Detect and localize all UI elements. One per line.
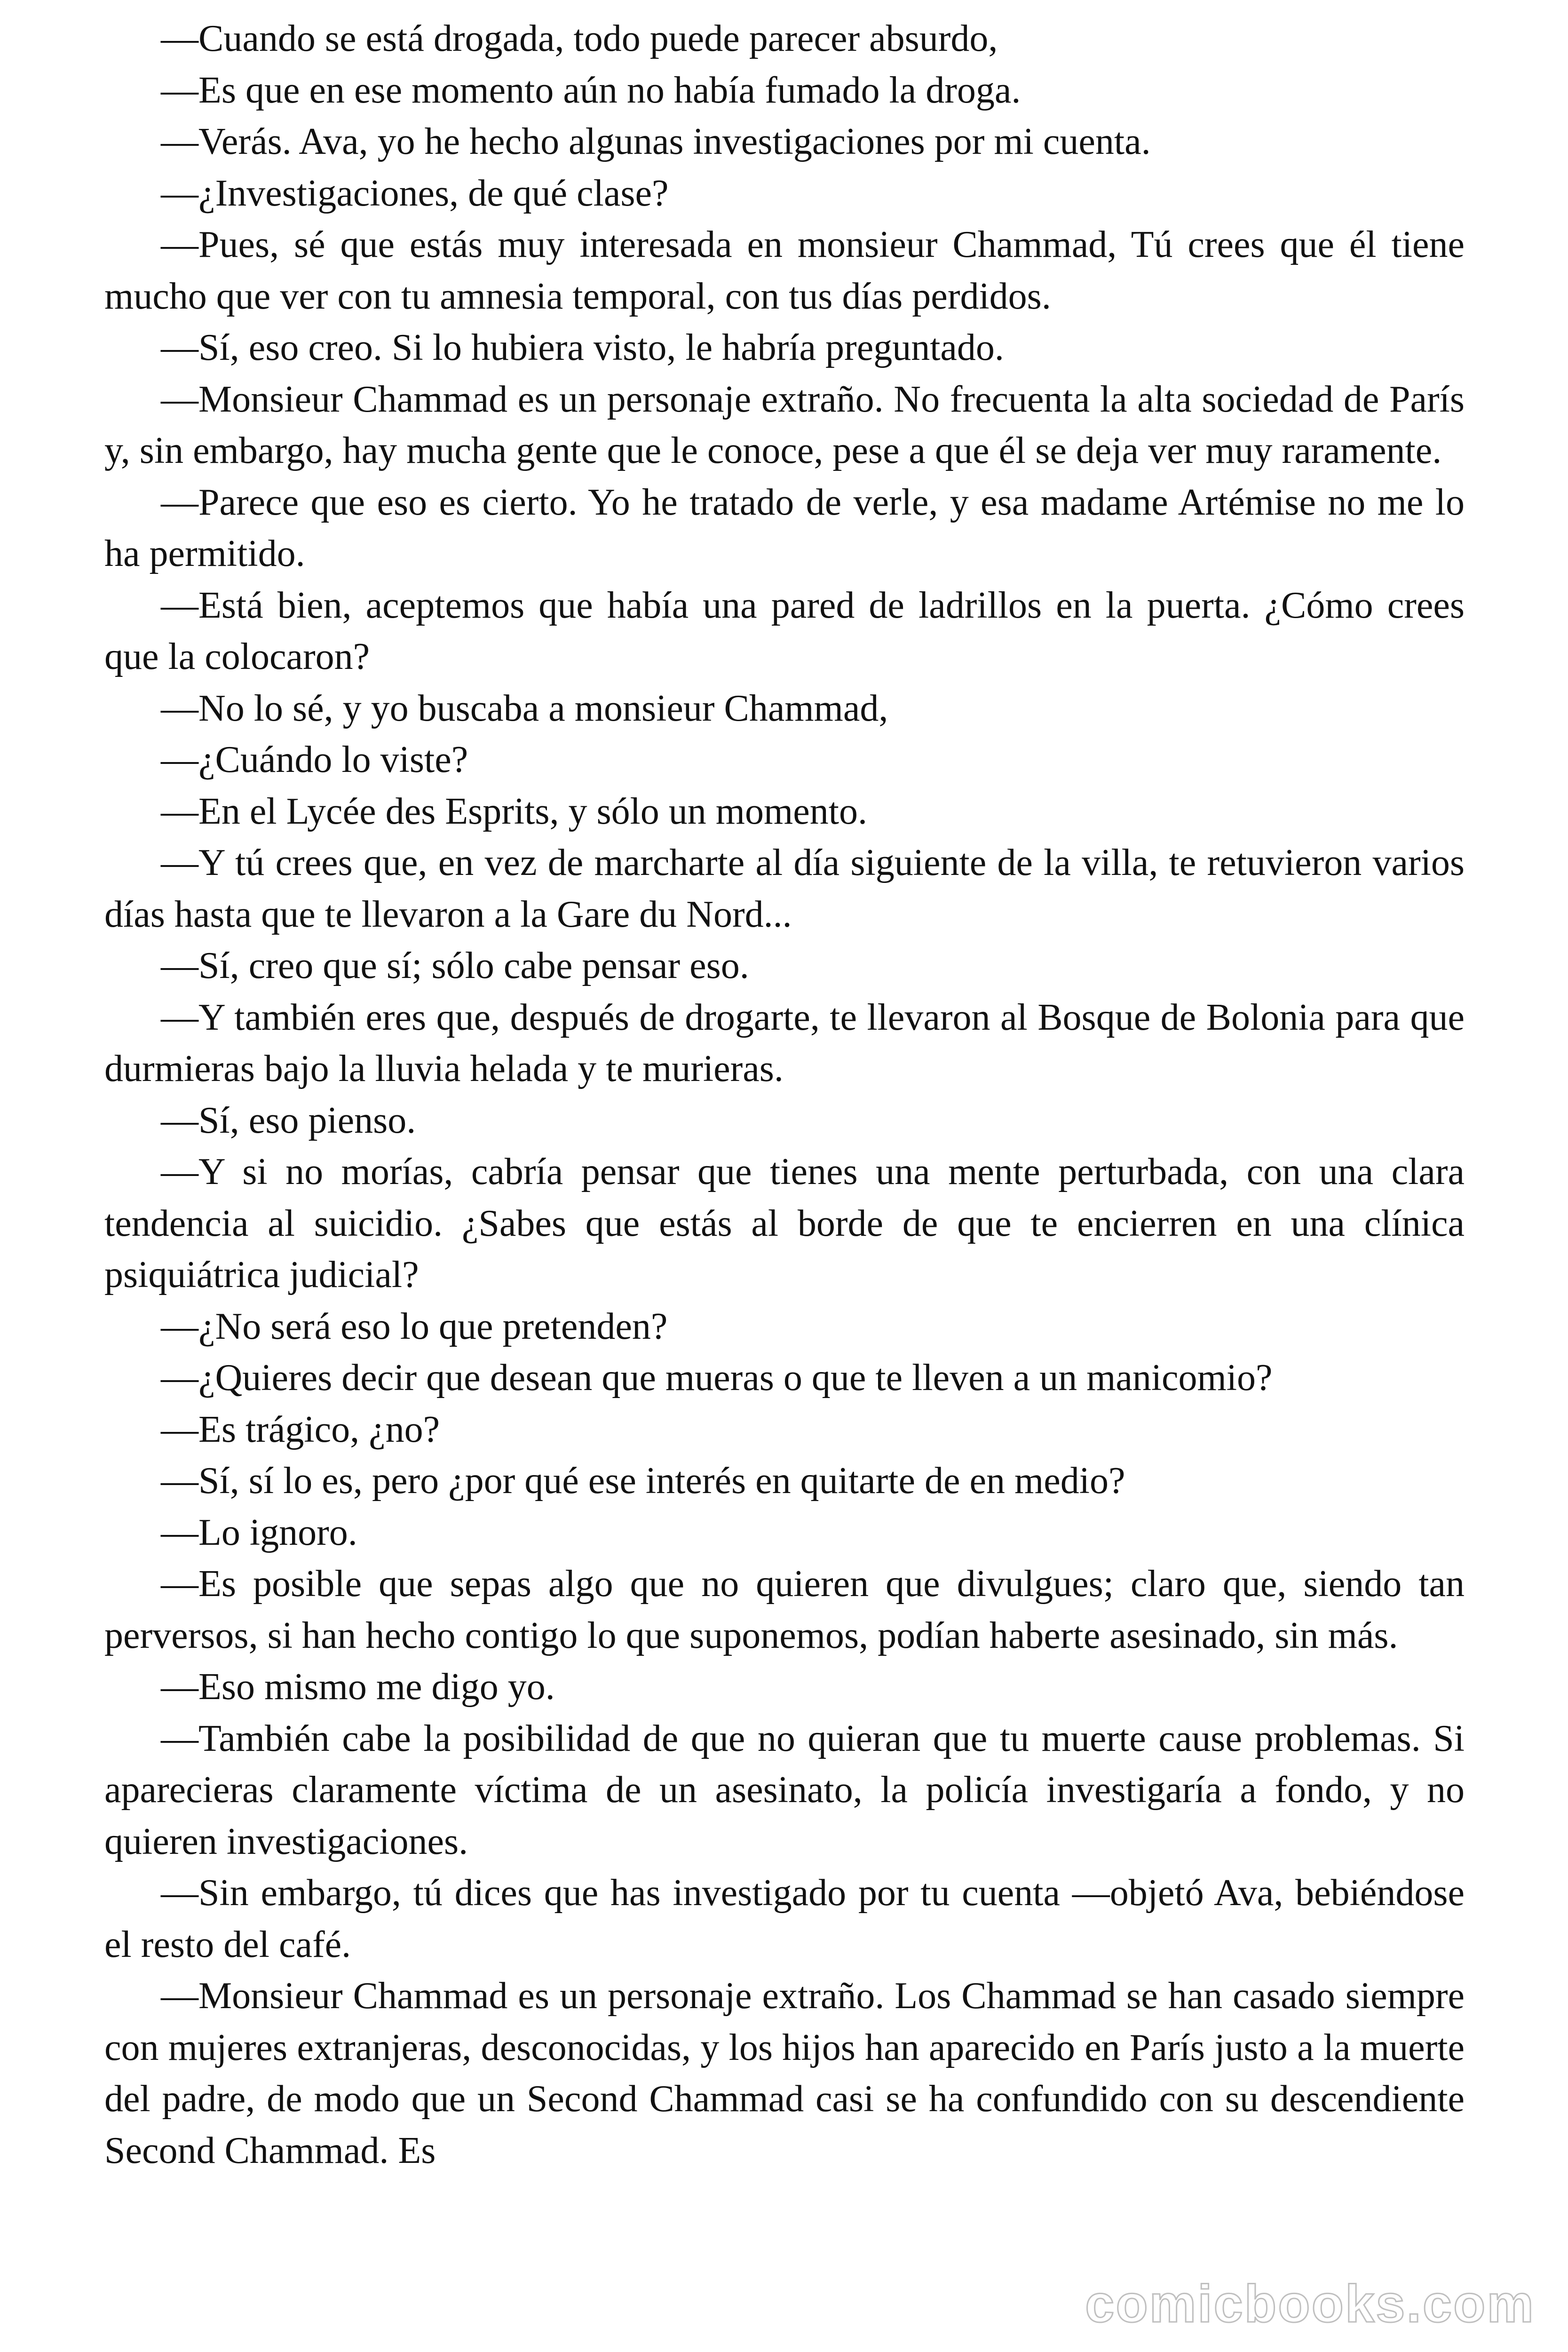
watermark: comicbooks.com <box>1085 2274 1535 2333</box>
paragraph: —¿No será eso lo que pretenden? <box>161 1305 668 1347</box>
paragraph: —Sí, sí lo es, pero ¿por qué ese interés en quitarte de en medio? <box>161 1460 1125 1502</box>
paragraph: —Sí, eso pienso. <box>161 1099 416 1141</box>
paragraph: —Lo ignoro. <box>161 1511 357 1553</box>
paragraph: —Eso mismo me digo yo. <box>161 1666 555 1708</box>
paragraph: —También cabe la posibilidad de que no quieran que tu muerte cause problemas. Si aparecieras claramente víctima de un asesinato, la policía investigaría a fondo, y no quieren investigaciones. <box>104 1717 1465 1862</box>
paragraph: —¿Quieres decir que desean que mueras o que te lleven a un manicomio? <box>161 1357 1273 1398</box>
paragraph: —Es trágico, ¿no? <box>161 1408 440 1450</box>
paragraph: —Sí, creo que sí; sólo cabe pensar eso. <box>161 945 749 986</box>
paragraph: —Es posible que sepas algo que no quieren que divulgues; claro que, siendo tan perversos, si han hecho contigo lo que suponemos, podían haberte asesinado, sin más. <box>104 1563 1465 1656</box>
paragraph: —Parece que eso es cierto. Yo he tratado de verle, y esa madame Artémise no me lo ha permitido. <box>104 481 1465 574</box>
paragraph: —Es que en ese momento aún no había fumado la droga. <box>161 69 1021 111</box>
paragraph: —Monsieur Chammad es un personaje extraño. Los Chammad se han casado siempre con mujeres extranjeras, desconocidas, y los hijos han aparecido en París justo a la muerte del padre, de modo que un Second Chammad casi se ha confundido con su descendiente Second Chammad. Es <box>104 1975 1465 2171</box>
paragraph: —Monsieur Chammad es un personaje extraño. No frecuenta la alta sociedad de París y, sin embargo, hay mucha gente que le conoce, pese a que él se deja ver muy raramente. <box>104 378 1465 471</box>
paragraph: —¿Investigaciones, de qué clase? <box>161 172 669 214</box>
body-text <box>104 13 1465 2177</box>
paragraph: —En el Lycée des Esprits, y sólo un momento. <box>161 790 867 832</box>
paragraph: —Cuando se está drogada, todo puede parecer absurdo, <box>161 18 998 59</box>
paragraph: —Está bien, aceptemos que había una pared de ladrillos en la puerta. ¿Cómo crees que la colocaron? <box>104 584 1465 677</box>
paragraph: —Y tú crees que, en vez de marcharte al día siguiente de la villa, te retuvieron varios días hasta que te llevaron a la Gare du Nord... <box>104 842 1465 935</box>
paragraph: —Y también eres que, después de drogarte, te llevaron al Bosque de Bolonia para que durmieras bajo la lluvia helada y te murieras. <box>104 996 1465 1089</box>
paragraph: —Sin embargo, tú dices que has investigado por tu cuenta —objetó Ava, bebiéndose el resto del café. <box>104 1872 1465 1965</box>
paragraph: —Verás. Ava, yo he hecho algunas investigaciones por mi cuenta. <box>161 121 1151 162</box>
paragraph: —Sí, eso creo. Si lo hubiera visto, le habría preguntado. <box>161 327 1004 368</box>
paragraph: —Y si no morías, cabría pensar que tienes una mente perturbada, con una clara tendencia al suicidio. ¿Sabes que estás al borde de que te encierren en una clínica psiquiátrica judicial? <box>104 1151 1465 1295</box>
paragraph: —Pues, sé que estás muy interesada en monsieur Chammad, Tú crees que él tiene mucho que ver con tu amnesia temporal, con tus días perdidos. <box>104 224 1465 317</box>
paragraph: —No lo sé, y yo buscaba a monsieur Chammad, <box>161 687 888 729</box>
paragraph: —¿Cuándo lo viste? <box>161 739 468 780</box>
